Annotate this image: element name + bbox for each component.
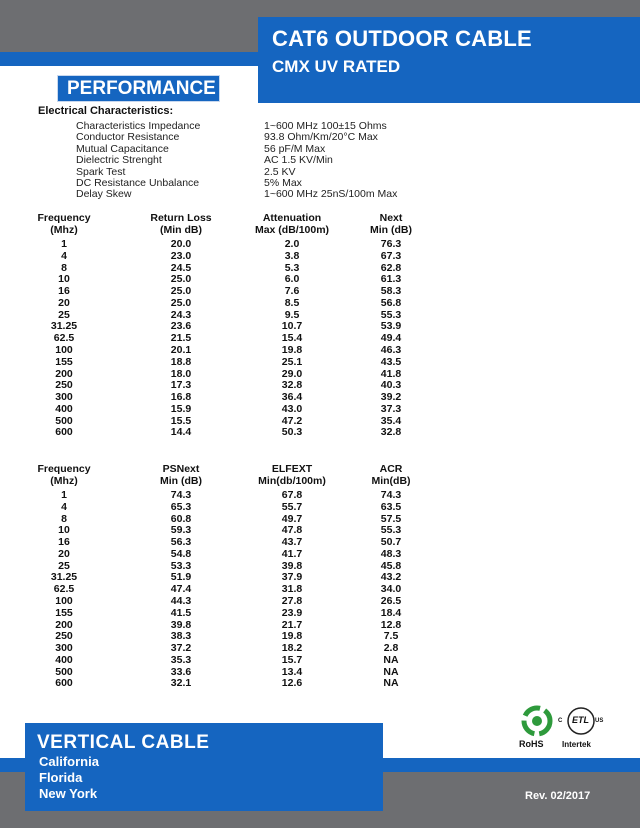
table-cell: 65.3 [170,500,192,513]
table-cell: 1 [61,489,67,501]
table-cell: 400 [55,653,73,666]
table-cell: 155 [55,355,73,368]
table-cell: 44.3 [170,595,192,608]
table-cell: 100 [55,595,73,608]
brand-box [25,723,383,811]
table-cell: 49.4 [380,332,402,345]
electrical-value: 5% Max [264,177,302,189]
table-cell: 1 [61,238,67,250]
table-cell: 18.8 [170,355,192,368]
table-cell: 21.5 [170,332,192,345]
electrical-value: AC 1.5 KV/Min [264,154,333,167]
column-header: Return Loss [150,212,212,224]
table-cell: 74.3 [380,489,402,501]
table-cell: 59.3 [170,524,192,537]
table-cell: 8 [61,261,67,274]
table-cell: 24.3 [170,308,192,321]
table-cell: 600 [55,426,73,439]
table-cell: 62.5 [53,583,75,596]
table-cell: 18.4 [380,606,402,619]
table-cell: 400 [55,402,73,415]
table-cell: 50.3 [281,426,303,439]
section-label: PERFORMANCE [67,78,216,99]
table-cell: 56.8 [380,296,402,309]
electrical-label: Dielectric Strenght [76,154,162,167]
electrical-label: Mutual Capacitance [76,142,169,155]
column-header: Min(db/100m) [258,475,326,487]
table-cell: 48.3 [380,547,402,560]
etl-us: US [595,718,604,724]
table-cell: 155 [55,606,73,619]
table-cell: 25 [58,559,70,572]
table-cell: 20 [58,547,70,560]
table-cell: 50.7 [380,536,402,549]
rohs-caption: RoHS [519,739,544,749]
electrical-heading: Electrical Characteristics: [38,105,174,117]
electrical-label: Delay Skew [76,188,132,201]
table-cell: 18.0 [170,367,192,380]
table-cell: 15.7 [281,653,303,666]
table-cell: 62.8 [380,261,402,274]
etl-logo [555,705,607,753]
table-cell: 55.3 [380,524,402,537]
table-cell: 12.8 [380,618,402,631]
location-florida: Florida [39,770,83,785]
table-cell: 17.3 [170,379,192,392]
revision-label: Rev. 02/2017 [525,790,591,802]
table-cell: 12.6 [281,677,303,690]
table-cell: 23.9 [281,606,303,619]
table-cell: 20 [58,296,70,309]
etl-caption: Intertek [562,740,591,749]
table-cell: 32.1 [170,677,192,690]
table-cell: 54.8 [170,547,192,560]
table-cell: 26.5 [380,595,402,608]
table-cell: 36.4 [281,391,303,404]
table-cell: 8.5 [284,296,300,309]
electrical-value: 1~600 MHz 25nS/100m Max [264,188,398,201]
table-cell: 3.8 [284,249,300,262]
table-cell: 46.3 [380,344,402,357]
table-cell: 55.3 [380,308,402,321]
table-cell: 16 [58,285,70,298]
table-cell: 600 [55,677,73,690]
table-cell: 250 [55,379,73,392]
table-cell: 74.3 [170,489,192,501]
table-cell: 61.3 [380,273,402,286]
section-label-box [57,75,220,102]
table-cell: 6.0 [284,273,300,286]
table-cell: 58.3 [380,285,402,298]
table-cell: NA [383,677,399,690]
table-cell: 47.4 [170,583,192,596]
table-cell: 45.8 [380,559,402,572]
location-new-york: New York [39,786,98,801]
table-cell: 41.8 [380,367,402,380]
table-cell: 4 [61,249,67,262]
column-header: (Mhz) [50,475,78,487]
rohs-logo [514,705,563,753]
location-california: California [39,754,99,769]
table-cell: 23.0 [170,249,192,262]
recycle-icon [514,705,563,739]
table-cell: 38.3 [170,630,192,643]
table-cell: 37.9 [281,571,303,584]
table-cell: 43.2 [380,571,402,584]
table-cell: 200 [55,618,73,631]
column-header: ELFEXT [271,463,313,475]
table-cell: 35.4 [380,414,402,427]
column-header: Frequency [37,463,91,475]
table-cell: 39.2 [380,391,402,404]
column-header: Next [379,212,403,224]
table-cell: 62.5 [53,332,75,345]
table-cell: 39.8 [281,559,303,572]
table-cell: 200 [55,367,73,380]
electrical-value: 1~600 MHz 100±15 Ohms [264,120,387,132]
table-cell: 4 [61,500,67,513]
table-cell: 41.5 [170,606,192,619]
table-cell: 35.3 [170,653,192,666]
table-cell: 15.5 [170,414,192,427]
table-cell: 8 [61,512,67,525]
electrical-value: 2.5 KV [264,165,296,178]
column-header: Max (dB/100m) [254,224,330,236]
table-cell: 500 [55,665,73,678]
column-header: Attenuation [262,212,322,224]
table-cell: 20.0 [170,238,192,250]
column-header: Min(dB) [371,475,411,487]
table-cell: 9.5 [284,308,300,321]
page-title: CAT6 OUTDOOR CABLE [272,26,532,51]
table-cell: 53.9 [380,320,402,333]
table-cell: 7.6 [284,285,300,298]
electrical-label: Characteristics Impedance [76,120,201,132]
table-cell: 47.2 [281,414,303,427]
table-cell: 57.5 [380,512,402,525]
electrical-label: DC Resistance Unbalance [76,177,200,189]
table-cell: 39.8 [170,618,192,631]
table-cell: 29.0 [281,367,303,380]
table-cell: 2.8 [383,642,399,655]
column-header: (Mhz) [50,224,78,236]
table-cell: 21.7 [281,618,303,631]
table-cell: 47.8 [281,524,303,537]
table-cell: 43.5 [380,355,402,368]
column-header: Frequency [37,212,91,224]
electrical-value: 56 pF/M Max [264,142,326,155]
column-header: Min (dB) [370,224,412,236]
column-header: PSNext [162,463,200,475]
table-cell: 23.6 [170,320,192,333]
column-header: ACR [379,463,403,475]
table-cell: 51.9 [170,571,192,584]
table-cell: 25.1 [281,355,303,368]
electrical-label: Spark Test [76,165,126,178]
table-cell: 43.7 [281,536,303,549]
table-cell: 25 [58,308,70,321]
table-cell: 32.8 [380,426,402,439]
table-cell: 56.3 [170,536,192,549]
table-cell: 25.0 [170,296,192,309]
table-cell: 34.0 [380,583,402,596]
table-cell: 41.7 [281,547,303,560]
page-subtitle: CMX UV RATED [272,57,401,76]
table-cell: 5.3 [284,261,300,274]
table-cell: NA [383,665,399,678]
table-cell: 76.3 [380,238,402,250]
table-cell: 63.5 [380,500,402,513]
table-cell: 19.8 [281,630,303,643]
table-cell: 25.0 [170,273,192,286]
table-cell: 7.5 [383,630,399,643]
table-cell: NA [383,653,399,666]
brand-name: VERTICAL CABLE [37,732,210,753]
table-cell: 300 [55,391,73,404]
table-cell: 15.4 [281,332,303,345]
table-cell: 13.4 [281,665,303,678]
table-cell: 20.1 [170,344,192,357]
table-cell: 25.0 [170,285,192,298]
table-cell: 10 [58,524,70,537]
table-cell: 60.8 [170,512,192,525]
etl-mark: ETL [572,715,589,725]
etl-c: C [558,718,563,724]
table-cell: 250 [55,630,73,643]
table-cell: 55.7 [281,500,303,513]
table-cell: 49.7 [281,512,303,525]
title-box [258,17,640,103]
table-cell: 18.2 [281,642,303,655]
table-cell: 31.25 [50,571,78,584]
table-cell: 10 [58,273,70,286]
table-cell: 24.5 [170,261,192,274]
table-cell: 16 [58,536,70,549]
column-header: Min (dB) [160,475,202,487]
table-cell: 37.2 [170,642,192,655]
table-cell: 33.6 [170,665,192,678]
table-cell: 14.4 [170,426,192,439]
column-header: (Min dB) [160,224,202,236]
table-cell: 19.8 [281,344,303,357]
table-cell: 15.9 [170,402,192,415]
table-cell: 37.3 [380,402,402,415]
table-cell: 100 [55,344,73,357]
table-cell: 32.8 [281,379,303,392]
table-cell: 16.8 [170,391,192,404]
table-cell: 67.8 [281,489,303,501]
table-cell: 40.3 [380,379,402,392]
table-cell: 67.3 [380,249,402,262]
electrical-label: Conductor Resistance [76,131,180,144]
table-cell: 10.7 [281,320,303,333]
table-cell: 31.25 [50,320,78,333]
table-cell: 500 [55,414,73,427]
table-cell: 31.8 [281,583,303,596]
table-cell: 53.3 [170,559,192,572]
table-cell: 27.8 [281,595,303,608]
electrical-value: 93.8 Ohm/Km/20°C Max [264,131,378,144]
table-cell: 43.0 [281,402,303,415]
table-cell: 2.0 [284,238,300,250]
table-cell: 300 [55,642,73,655]
